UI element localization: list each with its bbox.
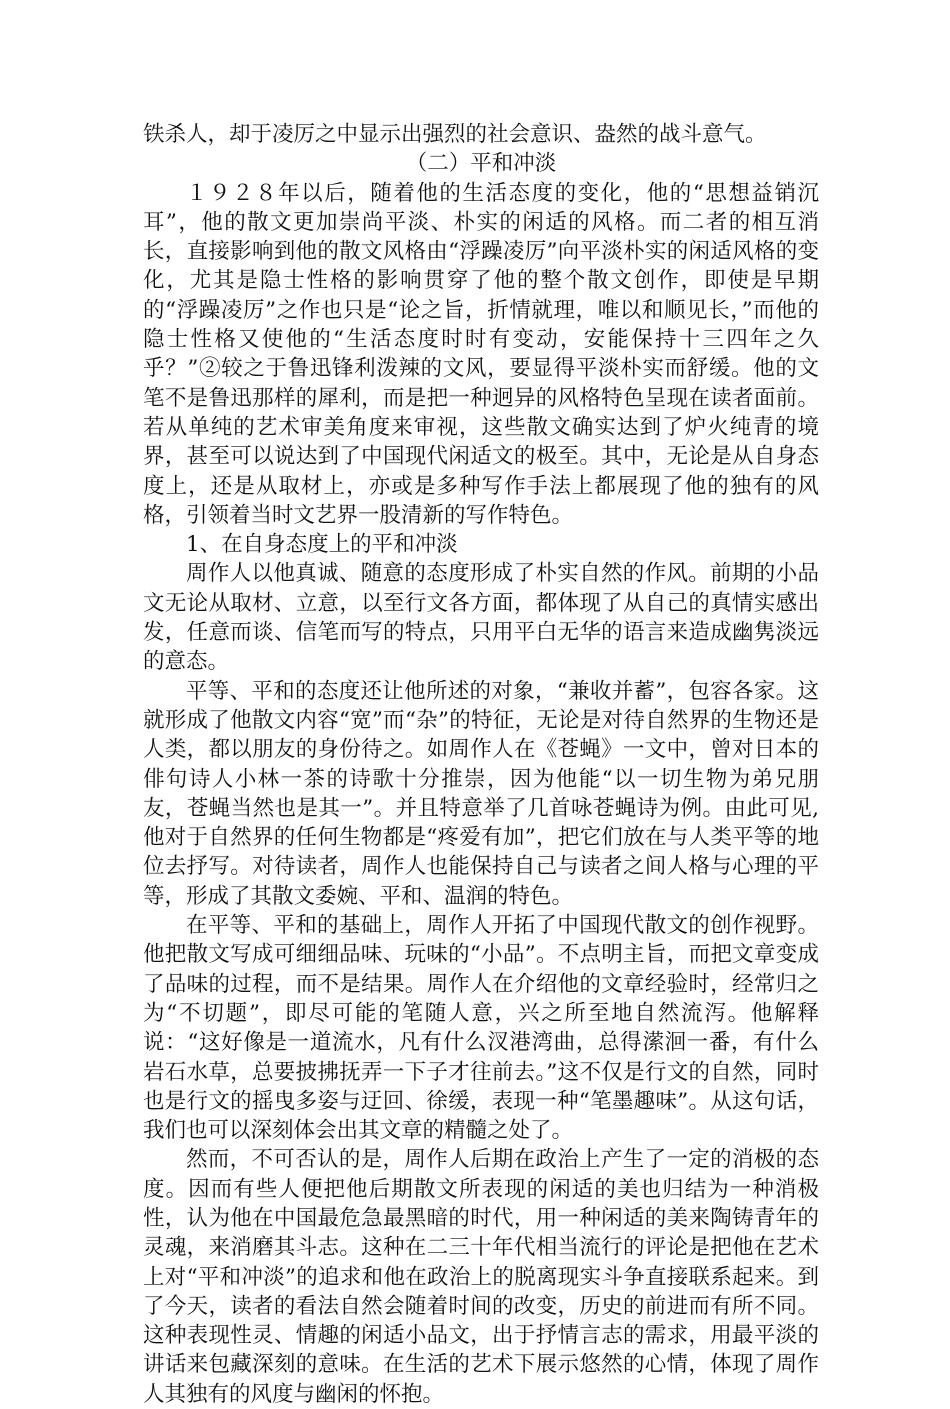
paragraph: 然而，不可否认的是，周作人后期在政治上产生了一定的消极的态度。因而有些人便把他后期散文所表现的闲适的美也归结为一种消极性，认为他在中国最危急最黑暗的时代，用一种闲适的美来陶铸青年的灵魂，来消磨其斗志。这种在二三十年代相当流行的评论是把他在艺术上对“平和冲淡”的追求和他在政治上的脱离现实斗争直接联系起来。到了今天，读者的看法自然会随着时间的改变，历史的前进而有所不同。这种表现性灵、情趣的闲适小品文，出于抒情言志的需求，用最平淡的讲话来包藏深刻的意味。在生活的艺术下展示悠然的心情，体现了周作人其独有的风度与幽闲的怀抱。 — [143, 1147, 819, 1407]
paragraph: 平等、平和的态度还让他所述的对象，“兼收并蓄”，包容各家。这就形成了他散文内容“宽”而“杂”的特征，无论是对待自然界的生物还是人类，都以朋友的身份待之。如周作人在《苍蝇》一文中，曾对日本的俳句诗人小林一茶的诗歌十分推崇，因为他能“以一切生物为弟兄朋友，苍蝇当然也是其一”。并且特意举了几首咏苍蝇诗为例。由此可见,他对于自然界的任何生物都是“疼爱有加”，把它们放在与人类平等的地位去抒写。对待读者，周作人也能保持自己与读者之间人格与心理的平等，形成了其散文委婉、平和、温润的特色。 — [143, 678, 819, 909]
document-body — [143, 120, 819, 1409]
subheading: 1、在自身态度上的平和冲淡 — [186, 532, 458, 558]
section-heading: （二）平和冲淡 — [405, 151, 557, 177]
paragraph: １９２８年以后，随着他的生活态度的变化，他的“思想益销沉耳”，他的散文更加崇尚平淡、朴实的闲适的风格。而二者的相互消长，直接影响到他的散文风格由“浮躁凌厉”向平淡朴实的闲适风格的变化，尤其是隐士性格的影响贯穿了他的整个散文创作，即使是早期的“浮躁凌厉”之作也只是“论之旨，折情就理，唯以和顺见长，”而他的隐士性格又使他的“生活态度时时有变动，安能保持十三四年之久乎？”②较之于鲁迅锋利泼辣的文风，要显得平淡朴实而舒缓。他的文笔不是鲁迅那样的犀利，而是把一种迥异的风格特色呈现在读者面前。若从单纯的艺术审美角度来审视，这些散文确实达到了炉火纯青的境界，甚至可以说达到了中国现代闲适文的极至。其中，无论是从自身态度上，还是从取材上，亦或是多种写作手法上都展现了他的独有的风格，引领着当时文艺界一股清新的写作特色。 — [143, 180, 819, 528]
continued-line: 铁杀人，却于凌厉之中显示出强烈的社会意识、盎然的战斗意气。 — [143, 122, 767, 147]
paragraph: 在平等、平和的基础上，周作人开拓了中国现代散文的创作视野。他把散文写成可细细品味、玩味的“小品”。不点明主旨，而把文章变成了品味的过程，而不是结果。周作人在介绍他的文章经验时，经常归之为“不切题”，即尽可能的笔随人意，兴之所至地自然流泻。他解释说：“这好像是一道流水，凡有什么汊港湾曲，总得潆洄一番，有什么岩石水草，总要披拂抚弄一下子才往前去。”这不仅是行文的自然，同时也是行文的摇曳多姿与迂回、徐缓，表现一种“笔墨趣味”。从这句话，我们也可以深刻体会出其文章的精髓之处了。 — [143, 913, 819, 1144]
paragraph: 周作人以他真诚、随意的态度形成了朴实自然的作风。前期的小品文无论从取材、立意，以至行文各方面，都体现了从自己的真情实感出发，任意而谈、信笔而写的特点，只用平白无华的语言来造成幽隽淡远的意态。 — [143, 561, 819, 675]
